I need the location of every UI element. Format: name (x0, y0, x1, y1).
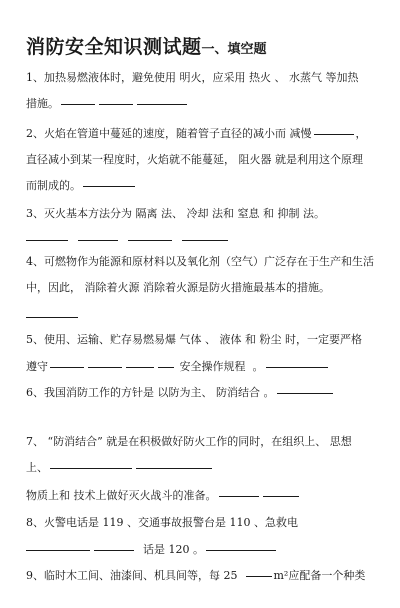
q9-text: 9、临时木工间、油漆间、机具间等，每 25 (26, 569, 238, 582)
answer-blank (263, 495, 299, 497)
q8-line-1: 8、火警电话是 119 、交通事故报警台是 110 、急救电 (26, 516, 298, 529)
q2-text: 2、火焰在管道中蔓延的速度，随着管子直径的减小而 减慢 (26, 127, 312, 140)
answer-blank (246, 575, 272, 577)
answer-blank (136, 467, 212, 469)
answer-blank (137, 103, 187, 105)
q8-line-2 (26, 544, 278, 555)
q7-text-end: 物质上和 技术上做好灭火战斗的准备。 (26, 489, 217, 502)
q6-text: 6、我国消防工作的方针是 以防为主、 防消结合 。 (26, 386, 275, 399)
q1-text: 措施。 (26, 97, 59, 110)
answer-blank (94, 549, 134, 551)
answer-blank (26, 240, 68, 241)
answer-blank (26, 549, 90, 551)
answer-blank (50, 467, 132, 469)
title-main: 消防安全知识测试题 (26, 36, 202, 58)
q3-line-1: 3、灭火基本方法分为 隔离 法、 冷却 法和 窒息 和 抑制 法。 (26, 207, 325, 220)
answer-blank (219, 495, 259, 497)
answer-blank (206, 549, 276, 551)
q4-line-2: 中，因此， 消除着火源 消除着火源是防火措施最基本的措施。 (26, 281, 330, 294)
answer-blank (88, 366, 122, 368)
q6-line-1 (26, 387, 335, 398)
answer-blank (314, 133, 354, 135)
answer-blank (158, 366, 174, 368)
answer-blank (126, 366, 154, 368)
q2-comma: ， (355, 127, 367, 140)
q9-text-end: m²应配备一个种类 (273, 569, 366, 582)
answer-blank (266, 366, 328, 368)
answer-blank (26, 317, 78, 318)
q4-line-1: 4、可燃物作为能源和原材料以及氧化剂（空气）广泛存在于生产和生活 (26, 255, 374, 268)
q2-line-2: 直径减小到某一程度时，火焰就不能蔓延， 阻火器 就是利用这个原理 (26, 153, 363, 166)
q5-line-2 (26, 361, 330, 372)
q9-line-1 (26, 570, 365, 581)
q1-line-2 (26, 98, 189, 109)
q7-line-1: 7、 “防消结合” 就是在积极做好防火工作的同时，在组织上、 思想 (26, 435, 352, 448)
q2-line-3 (26, 180, 137, 191)
q5-text: 遵守 (26, 360, 48, 373)
page-title (26, 38, 267, 57)
q5-answer: 安全操作规程 (179, 360, 246, 373)
answer-blank (99, 103, 133, 105)
q8-text: 话是 120 。 (143, 543, 204, 556)
q1-line-1: 1、加热易燃液体时，避免使用 明火，应采用 热火 、 水蒸气 等加热 (26, 71, 359, 84)
answer-blank (182, 240, 228, 241)
q5-period: 。 (252, 360, 264, 373)
answer-blank (61, 103, 95, 105)
q2-line-1 (26, 128, 367, 139)
q5-line-1: 5、使用、运输、贮存易燃易爆 气体 、 液体 和 粉尘 时，一定要严格 (26, 333, 362, 346)
answer-blank (50, 366, 84, 368)
answer-blank (83, 185, 135, 187)
q7-line-3 (26, 490, 301, 501)
answer-blank (128, 240, 172, 241)
answer-blank (78, 240, 118, 241)
title-section: 一、填空题 (201, 42, 267, 57)
q7-text: 上、 (26, 461, 48, 474)
answer-blank (277, 392, 333, 394)
q2-text-end: 而制成的。 (26, 179, 81, 192)
q7-line-2 (26, 462, 214, 473)
